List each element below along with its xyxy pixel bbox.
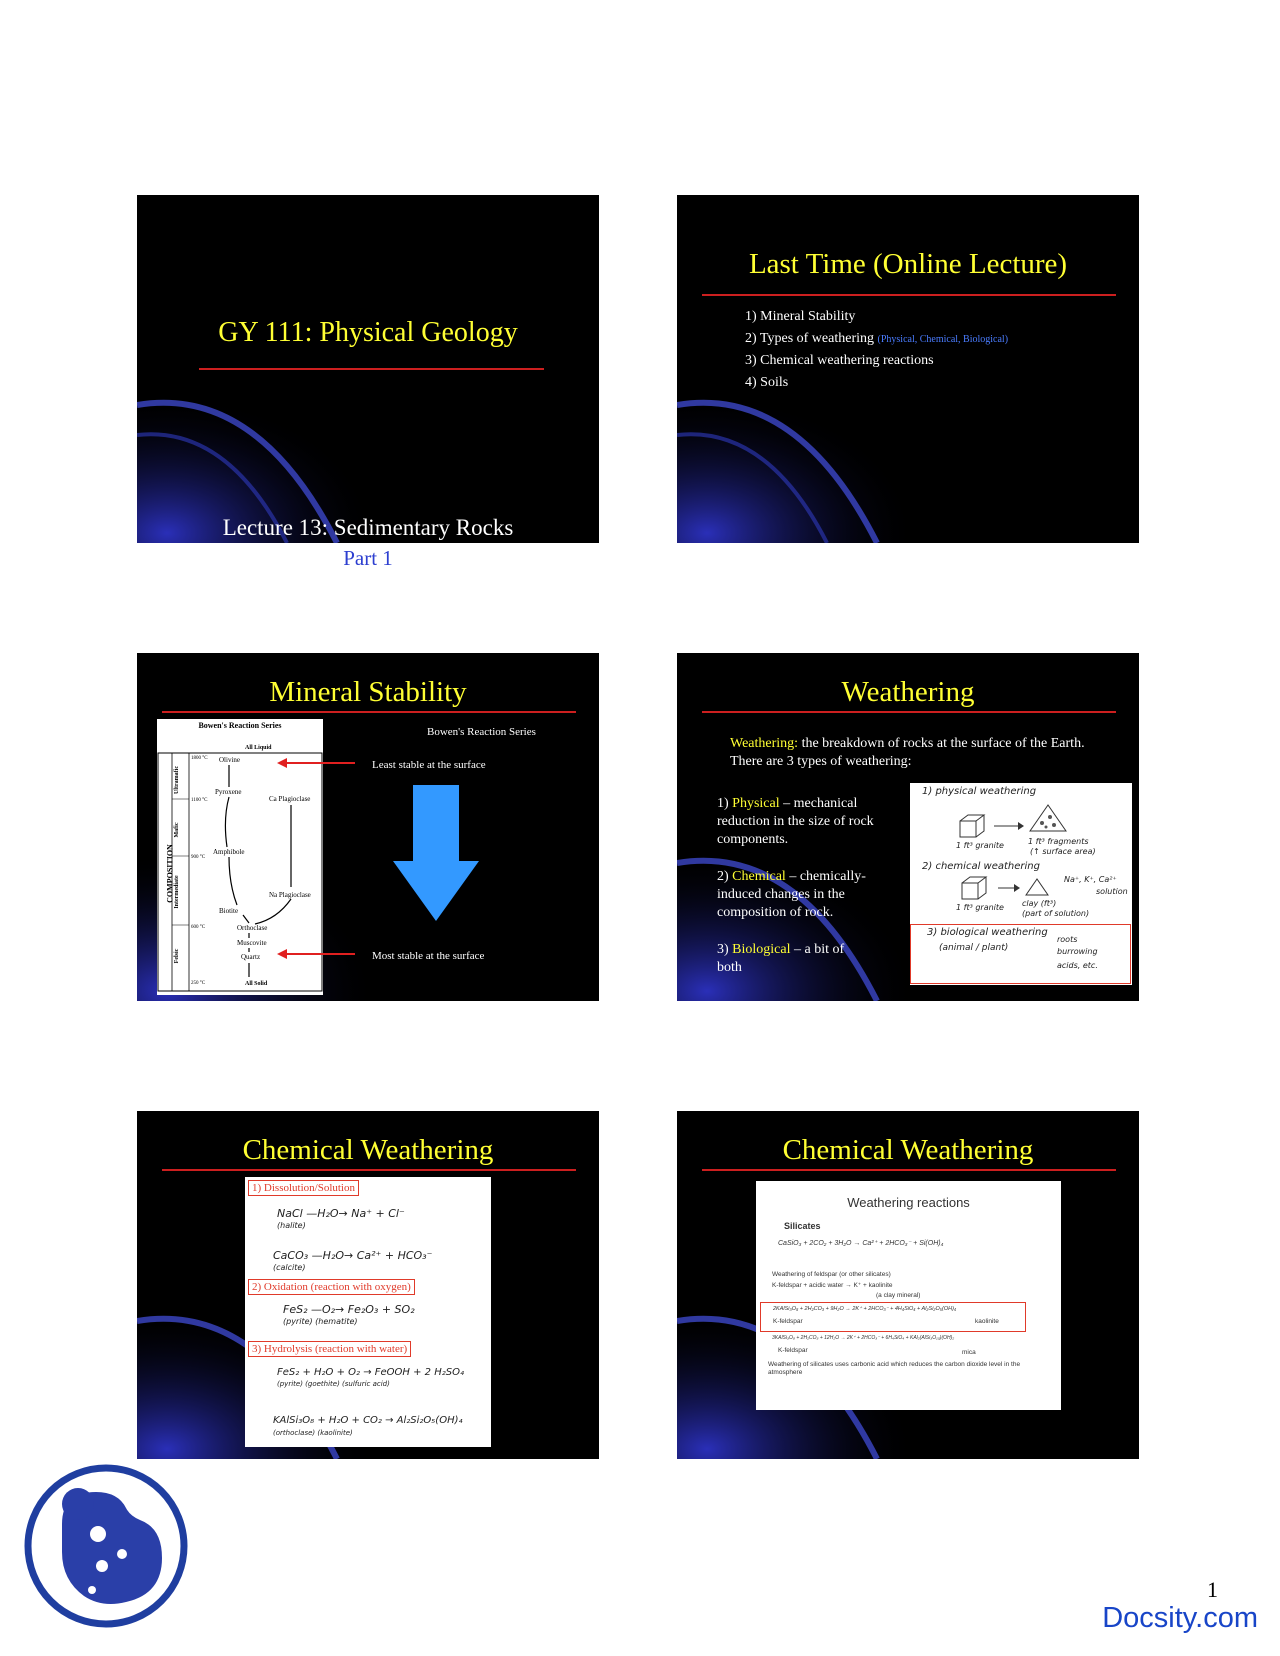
arrow-icon bbox=[994, 821, 1024, 831]
mineral-label: Biotite bbox=[219, 907, 239, 915]
mineral-label: Pyroxene bbox=[215, 788, 242, 796]
type-term: Chemical bbox=[732, 869, 786, 884]
note-text: acids, etc. bbox=[1057, 961, 1098, 970]
slide-title-text: Mineral Stability bbox=[269, 676, 467, 708]
type-text: – chemically-induced changes in the composition of rock. bbox=[717, 869, 866, 920]
title-rule bbox=[199, 368, 544, 370]
weathering-reactions-figure bbox=[756, 1181, 1061, 1410]
list-item: 3) Chemical weathering reactions bbox=[745, 353, 934, 368]
clay-triangle-icon bbox=[1024, 877, 1050, 897]
brand-suffix: .com bbox=[1195, 1602, 1258, 1634]
note-text: burrowing bbox=[1057, 947, 1098, 956]
title-rule bbox=[702, 294, 1116, 296]
title-rule bbox=[702, 711, 1116, 713]
figure-subheading: Silicates bbox=[784, 1221, 821, 1231]
figure-line: (a clay mineral) bbox=[876, 1292, 921, 1299]
slide-title bbox=[137, 195, 599, 543]
temp-label: 250 °C bbox=[191, 981, 206, 986]
slide-title-text: Chemical Weathering bbox=[242, 1134, 494, 1166]
note-text: 1 ft³ granite bbox=[956, 903, 1004, 912]
series-label: Bowen's Reaction Series bbox=[427, 726, 536, 738]
temp-label: 1800 °C bbox=[191, 756, 208, 761]
red-arrow-most bbox=[277, 949, 355, 959]
cube-icon bbox=[960, 875, 990, 901]
slide-chemical-weathering-2 bbox=[677, 1111, 1139, 1459]
title-rule bbox=[702, 1169, 1116, 1171]
list-item: 1) Mineral Stability bbox=[745, 309, 856, 324]
biological-note-box bbox=[910, 924, 1131, 984]
figure-line: Weathering of silicates uses carbonic acid which reduces the carbon dioxide level in the atmosphere bbox=[768, 1361, 1021, 1376]
slide-weathering bbox=[677, 653, 1139, 1001]
note-text: 1) physical weathering bbox=[922, 786, 1037, 797]
note-text: solution bbox=[1096, 887, 1128, 896]
equation: NaCl —H₂O→ Na⁺ + Cl⁻ bbox=[277, 1207, 405, 1220]
type-number: 2) bbox=[717, 869, 733, 884]
slide-title-text: Last Time (Online Lecture) bbox=[748, 248, 1068, 280]
down-arrow-icon bbox=[393, 785, 479, 921]
brand-name: Docsity bbox=[1102, 1602, 1196, 1634]
equation: 2KAlSi₃O₈ + 2H₂CO₃ + 9H₂O → 2K⁺ + 2HCO₃⁻ + 4H₄SiO₄ + Al₂Si₂O₅(OH)₄ bbox=[773, 1306, 957, 1312]
reaction-notes bbox=[245, 1177, 491, 1447]
type-term: Biological bbox=[732, 942, 791, 957]
equation-note: (halite) bbox=[277, 1221, 306, 1230]
equation: FeS₂ + H₂O + O₂ → FeOOH + 2 H₂SO₄ bbox=[277, 1367, 464, 1378]
slide-title-text: Weathering bbox=[841, 676, 975, 708]
cube-icon bbox=[958, 813, 988, 839]
note-text: 2) chemical weathering bbox=[922, 861, 1040, 872]
note-text: clay (ft³) bbox=[1022, 899, 1057, 908]
note-text: (part of solution) bbox=[1022, 909, 1090, 918]
weathering-type-chemical bbox=[717, 868, 887, 922]
equation-note: (orthoclase) (kaolinite) bbox=[273, 1429, 353, 1437]
definition-text: the breakdown of rocks at the surface of the Earth. There are 3 types of weathering: bbox=[730, 736, 1085, 769]
red-arrow-least bbox=[277, 758, 355, 768]
na-plagioclase-label: Na Plagioclase bbox=[269, 891, 311, 899]
note-text: 1 ft³ fragments bbox=[1028, 837, 1089, 846]
chart-title: Bowen's Reaction Series bbox=[198, 721, 282, 730]
hydrolysis-label: 3) Hydrolysis (reaction with water) bbox=[248, 1341, 411, 1357]
band-label: Felsic bbox=[174, 948, 180, 964]
docsity-brand[interactable] bbox=[1102, 1602, 1258, 1635]
figure-heading: Weathering reactions bbox=[847, 1195, 970, 1210]
temp-label: 900 °C bbox=[191, 855, 206, 860]
list-item-note: (Physical, Chemical, Biological) bbox=[877, 334, 1009, 345]
type-term: Physical bbox=[732, 796, 780, 811]
page-number: 1 bbox=[1207, 1577, 1218, 1602]
note-text: 1 ft³ granite bbox=[956, 841, 1004, 850]
temp-label: 600 °C bbox=[191, 925, 206, 930]
mineral-label: Orthoclase bbox=[237, 924, 268, 932]
least-stable-label: Least stable at the surface bbox=[372, 759, 486, 771]
title-rule bbox=[162, 711, 576, 713]
equation-note: (pyrite) (goethite) (sulfuric acid) bbox=[277, 1380, 390, 1388]
arrow-icon bbox=[998, 883, 1020, 893]
mineral-label: kaolinite bbox=[975, 1318, 999, 1325]
lecture-subtitle: Lecture 13: Sedimentary Rocks bbox=[222, 515, 514, 540]
note-text: 3) biological weathering bbox=[927, 927, 1048, 938]
title-rule bbox=[162, 1169, 576, 1171]
handwritten-notes bbox=[910, 783, 1132, 985]
equation: CaCO₃ —H₂O→ Ca²⁺ + HCO₃⁻ bbox=[273, 1249, 433, 1262]
slide-mineral-stability bbox=[137, 653, 599, 1001]
figure-line: K-feldspar + acidic water → K⁺ + kaolinite bbox=[772, 1282, 893, 1289]
band-label: Ultramafic bbox=[174, 766, 180, 794]
figure-line: Weathering of feldspar (or other silicates) bbox=[772, 1271, 891, 1278]
list-item-text: 2) Types of weathering bbox=[745, 331, 875, 346]
band-label: Mafic bbox=[174, 822, 180, 838]
band-label: Intermediate bbox=[174, 875, 180, 909]
composition-axis-label: COMPOSITION bbox=[165, 844, 175, 903]
mineral-label: K-feldspar bbox=[778, 1347, 808, 1354]
lecture-part: Part 1 bbox=[343, 546, 393, 570]
mineral-label: Quartz bbox=[241, 953, 261, 961]
ca-plagioclase-label: Ca Plagioclase bbox=[269, 795, 311, 803]
note-text: roots bbox=[1057, 935, 1078, 944]
mineral-label: K-feldspar bbox=[773, 1318, 803, 1325]
slide-last-time bbox=[677, 195, 1139, 543]
equation: FeS₂ —O₂→ Fe₂O₃ + SO₂ bbox=[283, 1303, 415, 1316]
definition-term: Weathering: bbox=[730, 736, 799, 751]
highlighted-reaction-box bbox=[760, 1302, 1026, 1332]
note-text: (↑ surface area) bbox=[1030, 847, 1096, 856]
weathering-definition bbox=[730, 735, 1090, 771]
docsity-logo-icon bbox=[22, 1462, 190, 1630]
type-text: – a bit of both bbox=[717, 942, 845, 975]
equation: 3KAlSi₃O₈ + 2H₂CO₃ + 12H₂O → 2K⁺ + 2HCO₃⁻ + 6H₄SiO₄ + KAl₂(AlSi₃O₁₀)(OH)₂ bbox=[772, 1335, 955, 1341]
weathering-type-physical bbox=[717, 795, 887, 849]
mineral-label: Amphibole bbox=[213, 848, 245, 856]
equation: KAlSi₃O₈ + H₂O + CO₂ → Al₂Si₂O₅(OH)₄ bbox=[273, 1415, 463, 1426]
temp-label: 1100 °C bbox=[191, 798, 208, 803]
mineral-label: mica bbox=[962, 1349, 976, 1356]
all-liquid-label: All Liquid bbox=[245, 745, 272, 751]
weathering-type-biological bbox=[717, 941, 867, 977]
slide-title-text: GY 111: Physical Geology bbox=[218, 317, 518, 348]
most-stable-label: Most stable at the surface bbox=[372, 950, 485, 962]
oxidation-label: 2) Oxidation (reaction with oxygen) bbox=[248, 1279, 415, 1295]
type-text: – mechanical reduction in the size of rock components. bbox=[717, 796, 874, 847]
type-number: 1) bbox=[717, 796, 733, 811]
all-solid-label: All Solid bbox=[245, 981, 268, 987]
note-text: (animal / plant) bbox=[939, 943, 1009, 953]
note-text: Na⁺, K⁺, Ca²⁺ bbox=[1064, 875, 1117, 884]
equation: CaSiO₃ + 2CO₂ + 3H₂O → Ca²⁺ + 2HCO₃⁻ + Si(OH)₄ bbox=[778, 1240, 944, 1247]
fragments-pile-icon bbox=[1028, 803, 1068, 833]
slide-title-text: Chemical Weathering bbox=[782, 1134, 1034, 1166]
slide-chemical-weathering-1 bbox=[137, 1111, 599, 1459]
dissolution-label: 1) Dissolution/Solution bbox=[248, 1180, 359, 1196]
mineral-label: Olivine bbox=[219, 756, 240, 764]
type-number: 3) bbox=[717, 942, 733, 957]
mineral-label: Muscovite bbox=[237, 939, 267, 947]
equation-note: (pyrite) (hematite) bbox=[283, 1317, 358, 1326]
list-item bbox=[745, 330, 1008, 349]
equation-note: (calcite) bbox=[273, 1263, 306, 1272]
list-item: 4) Soils bbox=[745, 375, 789, 390]
